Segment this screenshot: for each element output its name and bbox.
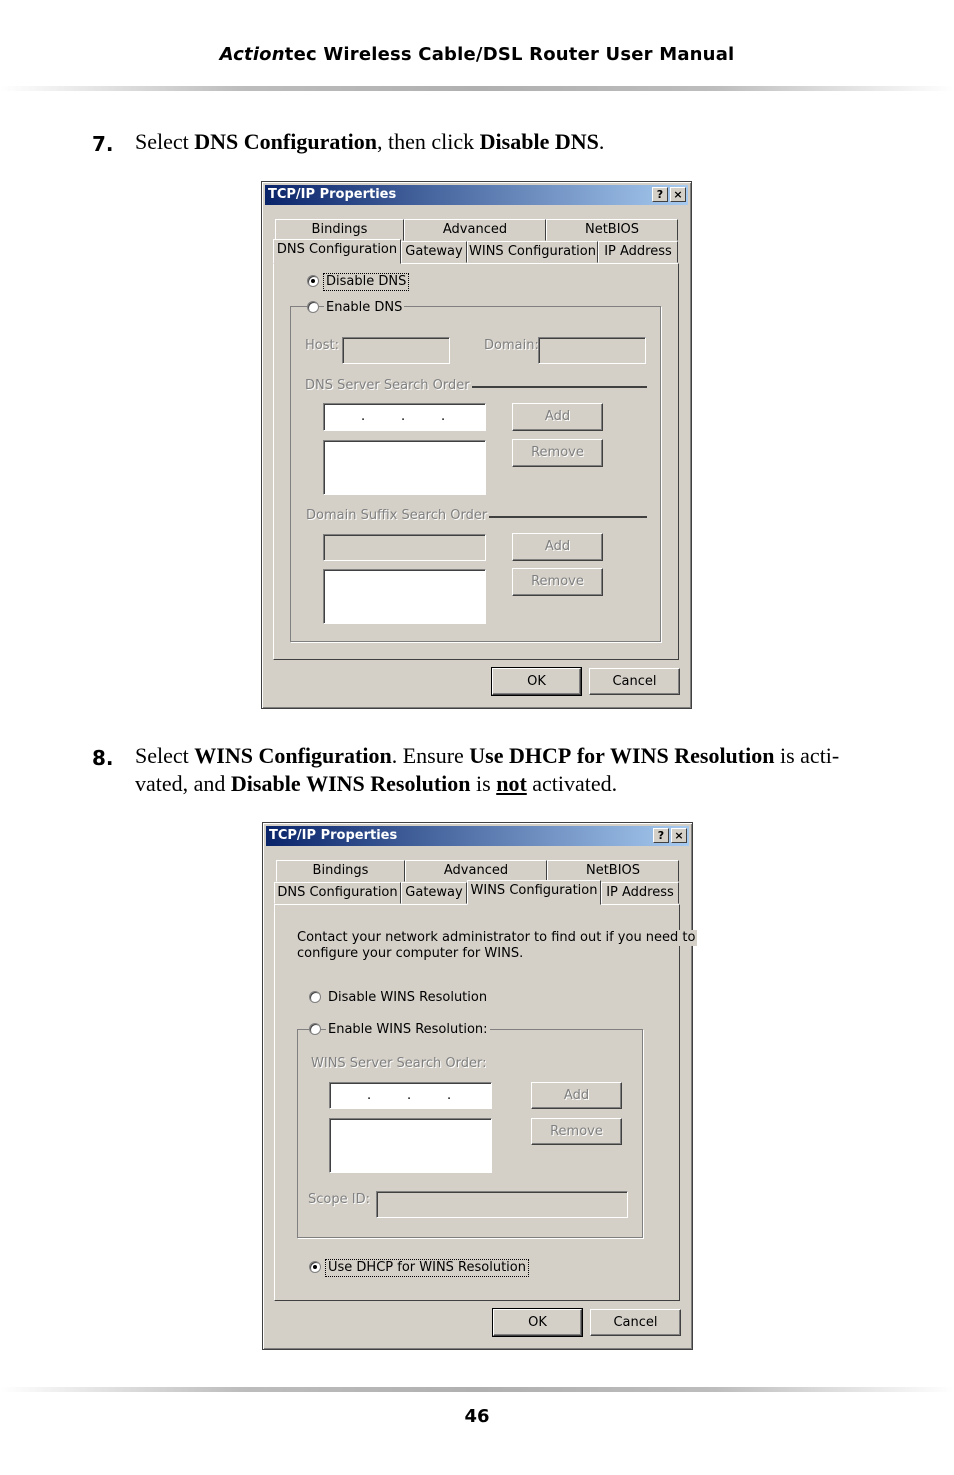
tab-netbios[interactable]: NetBIOS [546, 219, 678, 241]
header-brand: Action [219, 44, 285, 65]
remove-dns-server-button[interactable]: Remove [512, 439, 603, 467]
dialog-title-bar [265, 185, 688, 205]
disable-dns-label[interactable]: Disable DNS [326, 274, 407, 289]
tab-gateway[interactable]: Gateway [401, 241, 467, 263]
tab-ip-address[interactable]: IP Address [601, 882, 679, 904]
footer-rule [0, 1387, 954, 1392]
tab-dns-configuration[interactable]: DNS Configuration [273, 239, 401, 264]
ok-button[interactable]: OK [492, 668, 581, 695]
tab-advanced[interactable]: Advanced [404, 219, 546, 241]
tab-gateway[interactable]: Gateway [401, 882, 467, 904]
dialog-title: TCP/IP Properties [269, 828, 398, 843]
dialog-title: TCP/IP Properties [268, 187, 397, 202]
add-wins-server-button[interactable]: Add [531, 1082, 622, 1109]
tcpip-properties-dialog-wins [262, 822, 696, 1350]
step-7-text: Select DNS Configuration, then click Disable DNS. [135, 129, 605, 154]
use-dhcp-radio[interactable] [309, 1261, 321, 1273]
wins-server-list[interactable] [329, 1118, 492, 1173]
cancel-button[interactable]: Cancel [590, 1309, 681, 1336]
disable-wins-label[interactable]: Disable WINS Resolution [328, 990, 488, 1005]
disable-wins-radio[interactable] [309, 991, 321, 1003]
dns-order-divider [457, 386, 647, 388]
step-8 [92, 742, 872, 798]
scope-id-input[interactable] [376, 1191, 628, 1218]
suffix-order-label: Domain Suffix Search Order [306, 508, 488, 523]
header-title: tec Wireless Cable/DSL Router User Manual [284, 44, 735, 65]
enable-dns-radio[interactable] [307, 301, 319, 313]
enable-wins-radio[interactable] [309, 1023, 321, 1035]
dns-server-ip-input[interactable]: . . . [323, 403, 486, 431]
tab-dns-configuration[interactable]: DNS Configuration [274, 882, 401, 904]
tab-wins-configuration[interactable]: WINS Configuration [467, 880, 601, 905]
tab-bindings[interactable]: Bindings [275, 219, 404, 241]
dns-order-label: DNS Server Search Order [305, 378, 470, 393]
cancel-button[interactable]: Cancel [589, 668, 680, 695]
remove-suffix-button[interactable]: Remove [512, 568, 603, 596]
tab-bindings[interactable]: Bindings [276, 860, 405, 882]
enable-wins-label[interactable]: Enable WINS Resolution: [328, 1022, 488, 1037]
add-dns-server-button[interactable]: Add [512, 403, 603, 431]
add-suffix-button[interactable]: Add [512, 533, 603, 561]
ok-button[interactable]: OK [493, 1309, 582, 1336]
domain-suffix-input[interactable] [323, 534, 486, 561]
tab-ip-address[interactable]: IP Address [598, 241, 678, 263]
domain-label: Domain: [484, 338, 539, 353]
tab-advanced[interactable]: Advanced [405, 860, 547, 882]
domain-suffix-list[interactable] [323, 569, 486, 624]
step-number: 8. [92, 746, 114, 770]
suffix-order-divider [469, 516, 647, 518]
enable-dns-label[interactable]: Enable DNS [326, 300, 403, 315]
info-text-line-1: Contact your network administrator to find out if you need to [297, 930, 696, 945]
remove-wins-server-button[interactable]: Remove [531, 1118, 622, 1145]
dns-server-list[interactable] [323, 440, 486, 495]
help-icon[interactable]: ? [652, 187, 668, 202]
tab-wins-configuration[interactable]: WINS Configuration [467, 241, 598, 263]
tab-netbios[interactable]: NetBIOS [547, 860, 679, 882]
step-7 [92, 128, 872, 156]
step-number: 7. [92, 132, 114, 156]
wins-server-ip-input[interactable]: . . . [329, 1082, 492, 1109]
use-dhcp-label[interactable]: Use DHCP for WINS Resolution [328, 1260, 526, 1275]
header-rule [0, 86, 954, 91]
scope-id-label: Scope ID: [308, 1192, 370, 1207]
running-header [0, 44, 954, 65]
step-8-text: Select WINS Configuration. Ensure Use DHCP for WINS Resolution is acti-vated, and Disable WINS Resolution is not activated. [135, 743, 840, 796]
wins-server-order-label: WINS Server Search Order: [311, 1056, 487, 1071]
close-icon[interactable]: × [671, 828, 687, 843]
help-icon[interactable]: ? [653, 828, 669, 843]
close-icon[interactable]: × [670, 187, 686, 202]
tcpip-properties-dialog-dns [261, 181, 692, 709]
host-input[interactable] [342, 337, 450, 364]
host-label: Host: [305, 338, 339, 353]
info-text-line-2: configure your computer for WINS. [297, 946, 524, 961]
domain-input[interactable] [538, 337, 646, 364]
page-number: 46 [464, 1406, 490, 1427]
dialog-title-bar [266, 826, 689, 846]
disable-dns-radio[interactable] [307, 275, 319, 287]
